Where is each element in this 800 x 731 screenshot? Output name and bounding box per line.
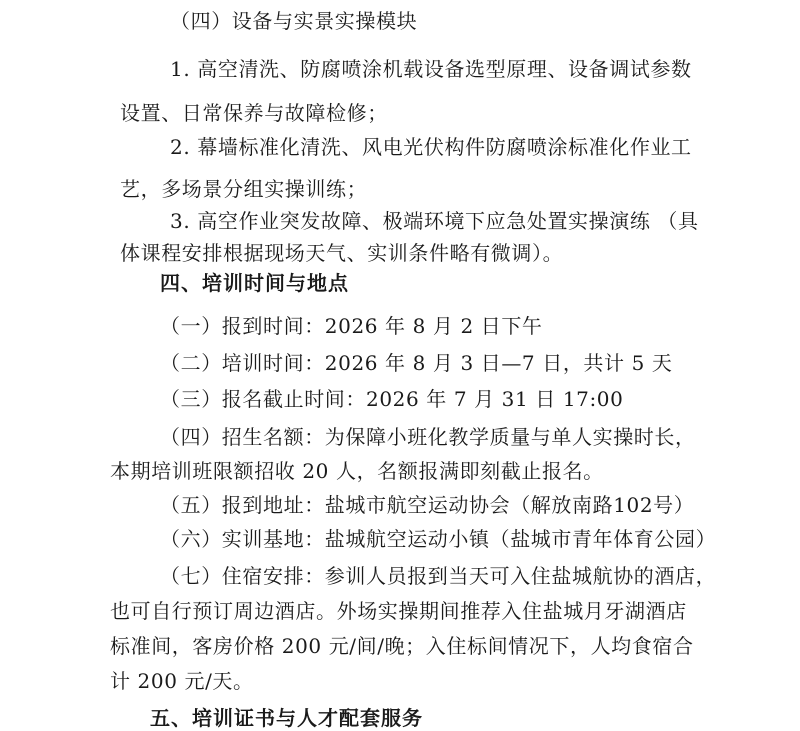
item-3-line-2: 体课程安排根据现场天气、实训条件略有微调）。 xyxy=(120,241,564,265)
enrollment-quota-line-1: （四）招生名额：为保障小班化教学质量与单人实操时长， xyxy=(160,425,696,449)
item-2-line-1: 2. 幕墙标准化清洗、风电光伏构件防腐喷涂标准化作业工 xyxy=(170,135,692,159)
registration-address: （五）报到地址：盐城市航空运动协会（解放南路102号） xyxy=(160,493,695,517)
training-base: （六）实训基地：盐城航空运动小镇（盐城市青年体育公园） xyxy=(160,527,717,551)
section-4-heading: 四、培训时间与地点 xyxy=(160,271,349,295)
section-5-heading: 五、培训证书与人才配套服务 xyxy=(150,706,423,730)
item-2-line-2: 艺，多场景分组实操训练； xyxy=(120,177,368,201)
item-3-line-1: 3. 高空作业突发故障、极端环境下应急处置实操演练 （具 xyxy=(170,209,699,233)
item-1-line-2: 设置、日常保养与故障检修； xyxy=(120,101,388,125)
accommodation-line-1: （七）住宿安排：参训人员报到当天可入住盐城航协的酒店， xyxy=(160,564,717,588)
accommodation-line-3: 标准间，客房价格 200 元/间/晚；入住标间情况下，人均食宿合 xyxy=(110,634,694,658)
training-time: （二）培训时间：2026 年 8 月 3 日—7 日，共计 5 天 xyxy=(160,351,673,375)
registration-time: （一）报到时间：2026 年 8 月 2 日下午 xyxy=(160,314,543,338)
subheading-equipment-module: （四）设备与实景实操模块 xyxy=(170,9,418,33)
application-deadline: （三）报名截止时间：2026 年 7 月 31 日 17:00 xyxy=(160,387,624,411)
item-1-line-1: 1. 高空清洗、防腐喷涂机载设备选型原理、设备调试参数 xyxy=(170,57,692,81)
accommodation-line-4: 计 200 元/天。 xyxy=(110,669,254,693)
accommodation-line-2: 也可自行预订周边酒店。外场实操期间推荐入住盐城月牙湖酒店 xyxy=(110,599,687,623)
enrollment-quota-line-2: 本期培训班限额招收 20 人，名额报满即刻截止报名。 xyxy=(110,459,604,483)
